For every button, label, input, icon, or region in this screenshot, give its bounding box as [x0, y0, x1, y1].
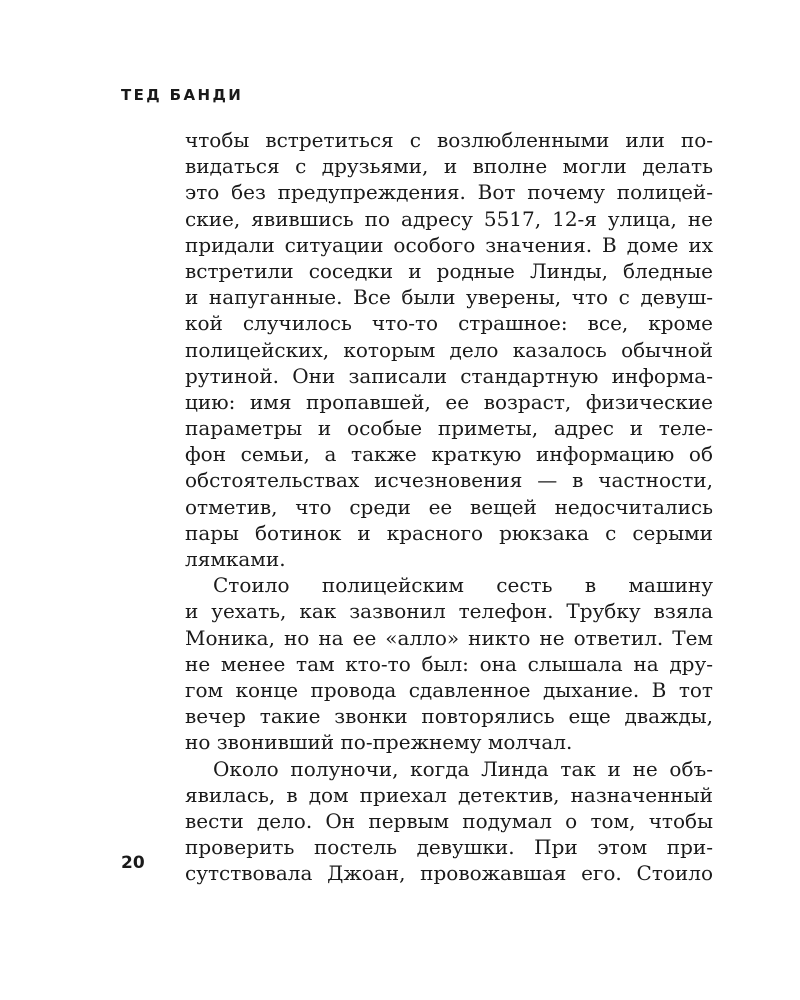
paragraph-2	[185, 572, 713, 755]
text-line: и уехать, как зазвонил телефон. Трубку взяла	[185, 599, 713, 624]
text-line: полицейских, которым дело казалось обычной	[185, 337, 713, 362]
text-line: придали ситуации особого значения. В доме их	[185, 232, 713, 257]
text-line: вечер такие звонки повторялись еще дважды,	[185, 704, 713, 729]
text-line: и напуганные. Все были уверены, что с девуш-	[185, 285, 713, 310]
text-line: Моника, но на ее «алло» никто не ответил. Тем	[185, 625, 713, 650]
paragraph-3	[185, 756, 713, 887]
body-text	[185, 127, 713, 886]
text-line: рутиной. Они записали стандартную информа-	[185, 363, 713, 388]
text-line: кой случилось что-то страшное: все, кроме	[185, 311, 713, 336]
text-line: но звонивший по-прежнему молчал.	[185, 730, 573, 755]
text-line: цию: имя пропавшей, ее возраст, физические	[185, 389, 713, 414]
text-line: проверить постель девушки. При этом при-	[185, 835, 713, 860]
text-line: пары ботинок и красного рюкзака с серыми	[185, 520, 713, 545]
text-line: Стоило полицейским сесть в машину	[213, 573, 713, 598]
paragraph-1	[185, 127, 713, 572]
running-head: ТЕД БАНДИ	[121, 86, 244, 104]
text-line: чтобы встретиться с возлюбленными или по-	[185, 128, 713, 152]
text-line: явилась, в дом приехал детектив, назначенный	[185, 782, 713, 807]
text-line: Около полуночи, когда Линда так и не объ-	[213, 756, 713, 781]
text-line: не менее там кто-то был: она слышала на дру-	[185, 651, 713, 676]
text-line: обстоятельствах исчезновения — в частности,	[185, 468, 713, 493]
text-line: лямками.	[185, 547, 286, 571]
text-line: встретили соседки и родные Линды, бледные	[185, 258, 713, 283]
text-line: гом конце провода сдавленное дыхание. В тот	[185, 677, 713, 702]
text-line: видаться с друзьями, и вполне могли делать	[185, 154, 713, 179]
text-line: ские, явившись по адресу 5517, 12-я улица, не	[185, 206, 713, 231]
text-line: сутствовала Джоан, провожавшая его. Стоило	[185, 861, 713, 886]
page-number: 20	[121, 853, 145, 873]
text-line: фон семьи, а также краткую информацию об	[185, 442, 713, 467]
text-line: это без предупреждения. Вот почему полицей-	[185, 180, 713, 205]
text-line: параметры и особые приметы, адрес и теле-	[185, 416, 713, 441]
text-line: вести дело. Он первым подумал о том, чтобы	[185, 808, 713, 833]
text-line: отметив, что среди ее вещей недосчитались	[185, 494, 713, 519]
